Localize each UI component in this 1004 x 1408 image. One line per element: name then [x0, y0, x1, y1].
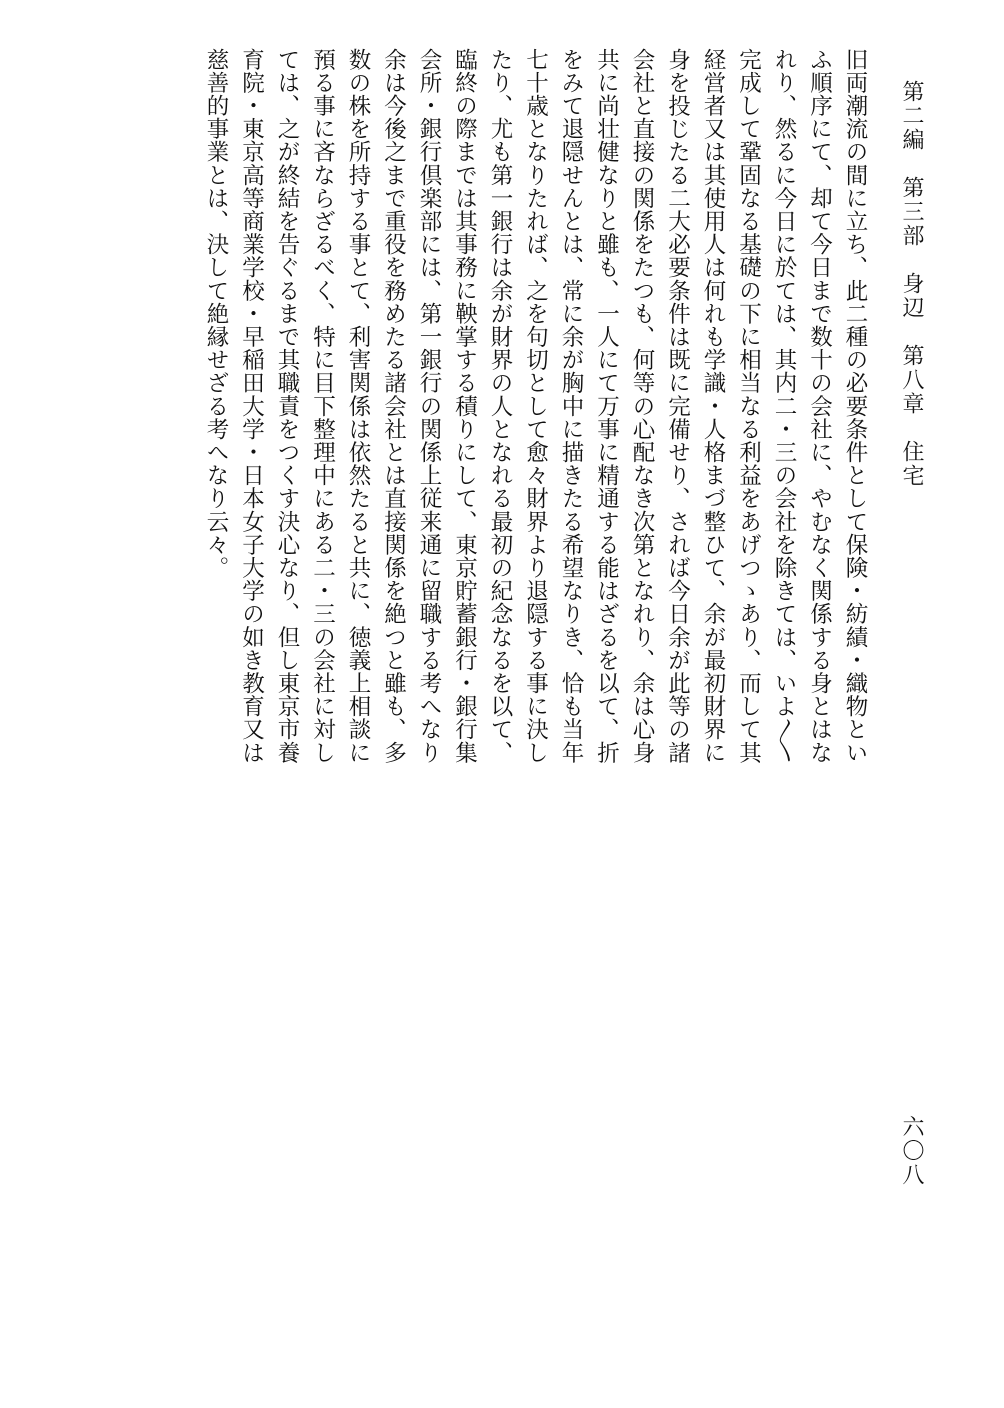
text-line: 会所・銀行倶楽部には、第一銀行の関係上従来通に留職する考へなり	[416, 48, 442, 765]
text-line: ては、之が終結を告ぐるまで其職責をつくす決心なり、但し東京市養	[274, 48, 300, 765]
text-line: 数の株を所持する事とて、利害関係は依然たると共に、徳義上相談に	[345, 48, 371, 765]
text-line: れり、然るに今日に於ては、其内二・三の会社を除きては、いよ〱	[771, 48, 797, 764]
text-line: 臨終の際までは其事務に鞅掌する積りにして、東京貯蓄銀行・銀行集	[451, 48, 478, 765]
text-line: 身を投じたる二大必要条件は既に完備せり、されば今日余が此等の諸	[664, 48, 691, 765]
text-line: たり、尤も第一銀行は余が財界の人となれる最初の紀念なるを以て、	[487, 48, 513, 765]
text-line: 余は今後之まで重役を務めたる諸会社とは直接関係を絶つと雖も、多	[380, 48, 407, 765]
text-line: 旧両潮流の間に立ち、此二種の必要条件として保険・紡績・織物とい	[842, 48, 868, 765]
text-line: 経営者又は其使用人は何れも学識・人格まづ整ひて、余が最初財界に	[700, 48, 726, 765]
text-line: をみて退隠せんとは、常に余が胸中に描きたる希望なりき、恰も当年	[558, 48, 584, 765]
text-line: 慈善的事業とは、決して絶縁せざる考へなり云々。	[203, 48, 229, 580]
text-line: 完成して鞏固なる基礎の下に相当なる利益をあげつゝあり、而して其	[735, 48, 762, 765]
text-line: 預る事に吝ならざるべく、特に目下整理中にある二・三の会社に対し	[309, 48, 336, 765]
text-line: ふ順序にて、却て今日まで数十の会社に、やむなく関係する身とはな	[806, 48, 833, 765]
page-number: 六〇八	[899, 1115, 924, 1187]
text-line: 共に尚壮健なりと雖も、一人にて万事に精通する能はざるを以て、折	[593, 48, 620, 765]
text-line: 七十歳となりたれば、之を句切として愈々財界より退隠する事に決し	[522, 48, 549, 765]
body-text	[198, 48, 873, 765]
text-line: 会社と直接の関係をたつも、何等の心配なき次第となれり、余は心身	[629, 48, 655, 765]
running-header: 第二編 第三部 身辺 第八章 住宅	[899, 80, 924, 488]
text-line: 育院・東京高等商業学校・早稲田大学・日本女子大学の如き教育又は	[238, 48, 265, 765]
